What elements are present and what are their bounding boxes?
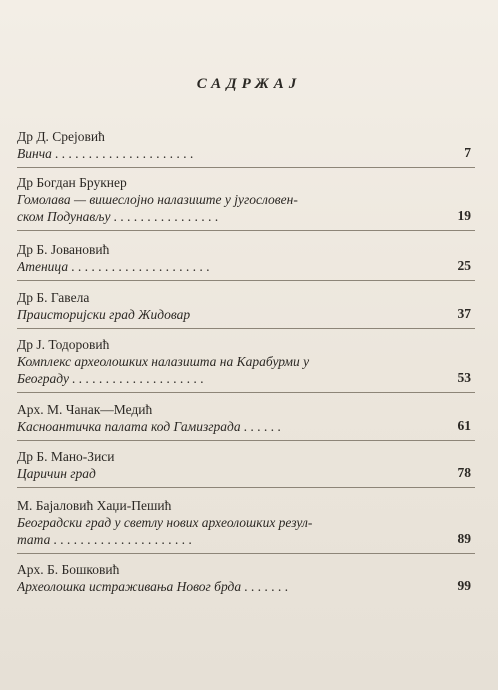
entry-title-line: Београду . . . . . . . . . . . . . . . . . . . . bbox=[17, 371, 204, 386]
toc-entry bbox=[17, 168, 475, 231]
entry-title-line: Комплекс археолошких налазишта на Карабурми у bbox=[17, 354, 310, 369]
entry-author: Др Б. Гавела bbox=[17, 290, 90, 305]
entry-author: Арх. Б. Бошковић bbox=[17, 562, 120, 577]
entry-title-line: ском Подунављу . . . . . . . . . . . . . . . . bbox=[17, 209, 219, 224]
entry-page-number: 25 bbox=[457, 258, 471, 273]
entry-title-line: Праисторијски град Жидовар bbox=[17, 307, 191, 322]
entry-page-number: 53 bbox=[457, 370, 471, 385]
entry-author: Др Б. Јовановић bbox=[17, 242, 110, 257]
entry-title-line: Касноантичка палата код Гамизграда . . . . . . bbox=[17, 419, 282, 434]
toc-entry bbox=[17, 281, 475, 329]
entry-author: Др Б. Мано-Зиси bbox=[17, 449, 115, 464]
entry-page-number: 78 bbox=[457, 465, 471, 480]
toc-entry bbox=[17, 231, 475, 281]
entry-page-number: 7 bbox=[464, 145, 471, 160]
table-of-contents bbox=[17, 121, 475, 600]
toc-entry bbox=[17, 329, 475, 393]
entry-author: Др Д. Срејовић bbox=[17, 129, 105, 144]
entry-page-number: 19 bbox=[457, 208, 471, 223]
contents-heading: САДРЖАЈ bbox=[196, 76, 302, 92]
entry-title-line: Археолошка истраживања Новог брда . . . . . . . bbox=[17, 579, 289, 594]
entry-title-line: Гомолава — вишеслојно налазиште у југословен- bbox=[17, 192, 298, 207]
toc-entry bbox=[17, 121, 475, 168]
entry-title-line: Београдски град у светлу нових археолошких резул- bbox=[17, 515, 313, 530]
toc-entry bbox=[17, 488, 475, 554]
entry-title-line: Атеница . . . . . . . . . . . . . . . . . . . . . bbox=[17, 259, 210, 274]
entry-title-line: Царичин град bbox=[17, 466, 96, 481]
entry-page-number: 61 bbox=[457, 418, 471, 433]
entry-author: Арх. М. Чанак—Медић bbox=[17, 402, 153, 417]
toc-entry bbox=[17, 441, 475, 488]
entry-page-number: 37 bbox=[457, 306, 471, 321]
entry-author: М. Бајаловић Хаџи-Пешић bbox=[17, 498, 172, 513]
entry-author: Др Богдан Брукнер bbox=[17, 175, 127, 190]
entry-author: Др Ј. Тодоровић bbox=[17, 337, 110, 352]
entry-page-number: 89 bbox=[457, 531, 471, 546]
entry-title-line: тата . . . . . . . . . . . . . . . . . . . . . bbox=[17, 532, 193, 547]
entry-page-number: 99 bbox=[457, 578, 471, 593]
toc-entry bbox=[17, 554, 475, 600]
toc-entry bbox=[17, 393, 475, 441]
entry-title-line: Винча . . . . . . . . . . . . . . . . . . . . . bbox=[17, 146, 194, 161]
